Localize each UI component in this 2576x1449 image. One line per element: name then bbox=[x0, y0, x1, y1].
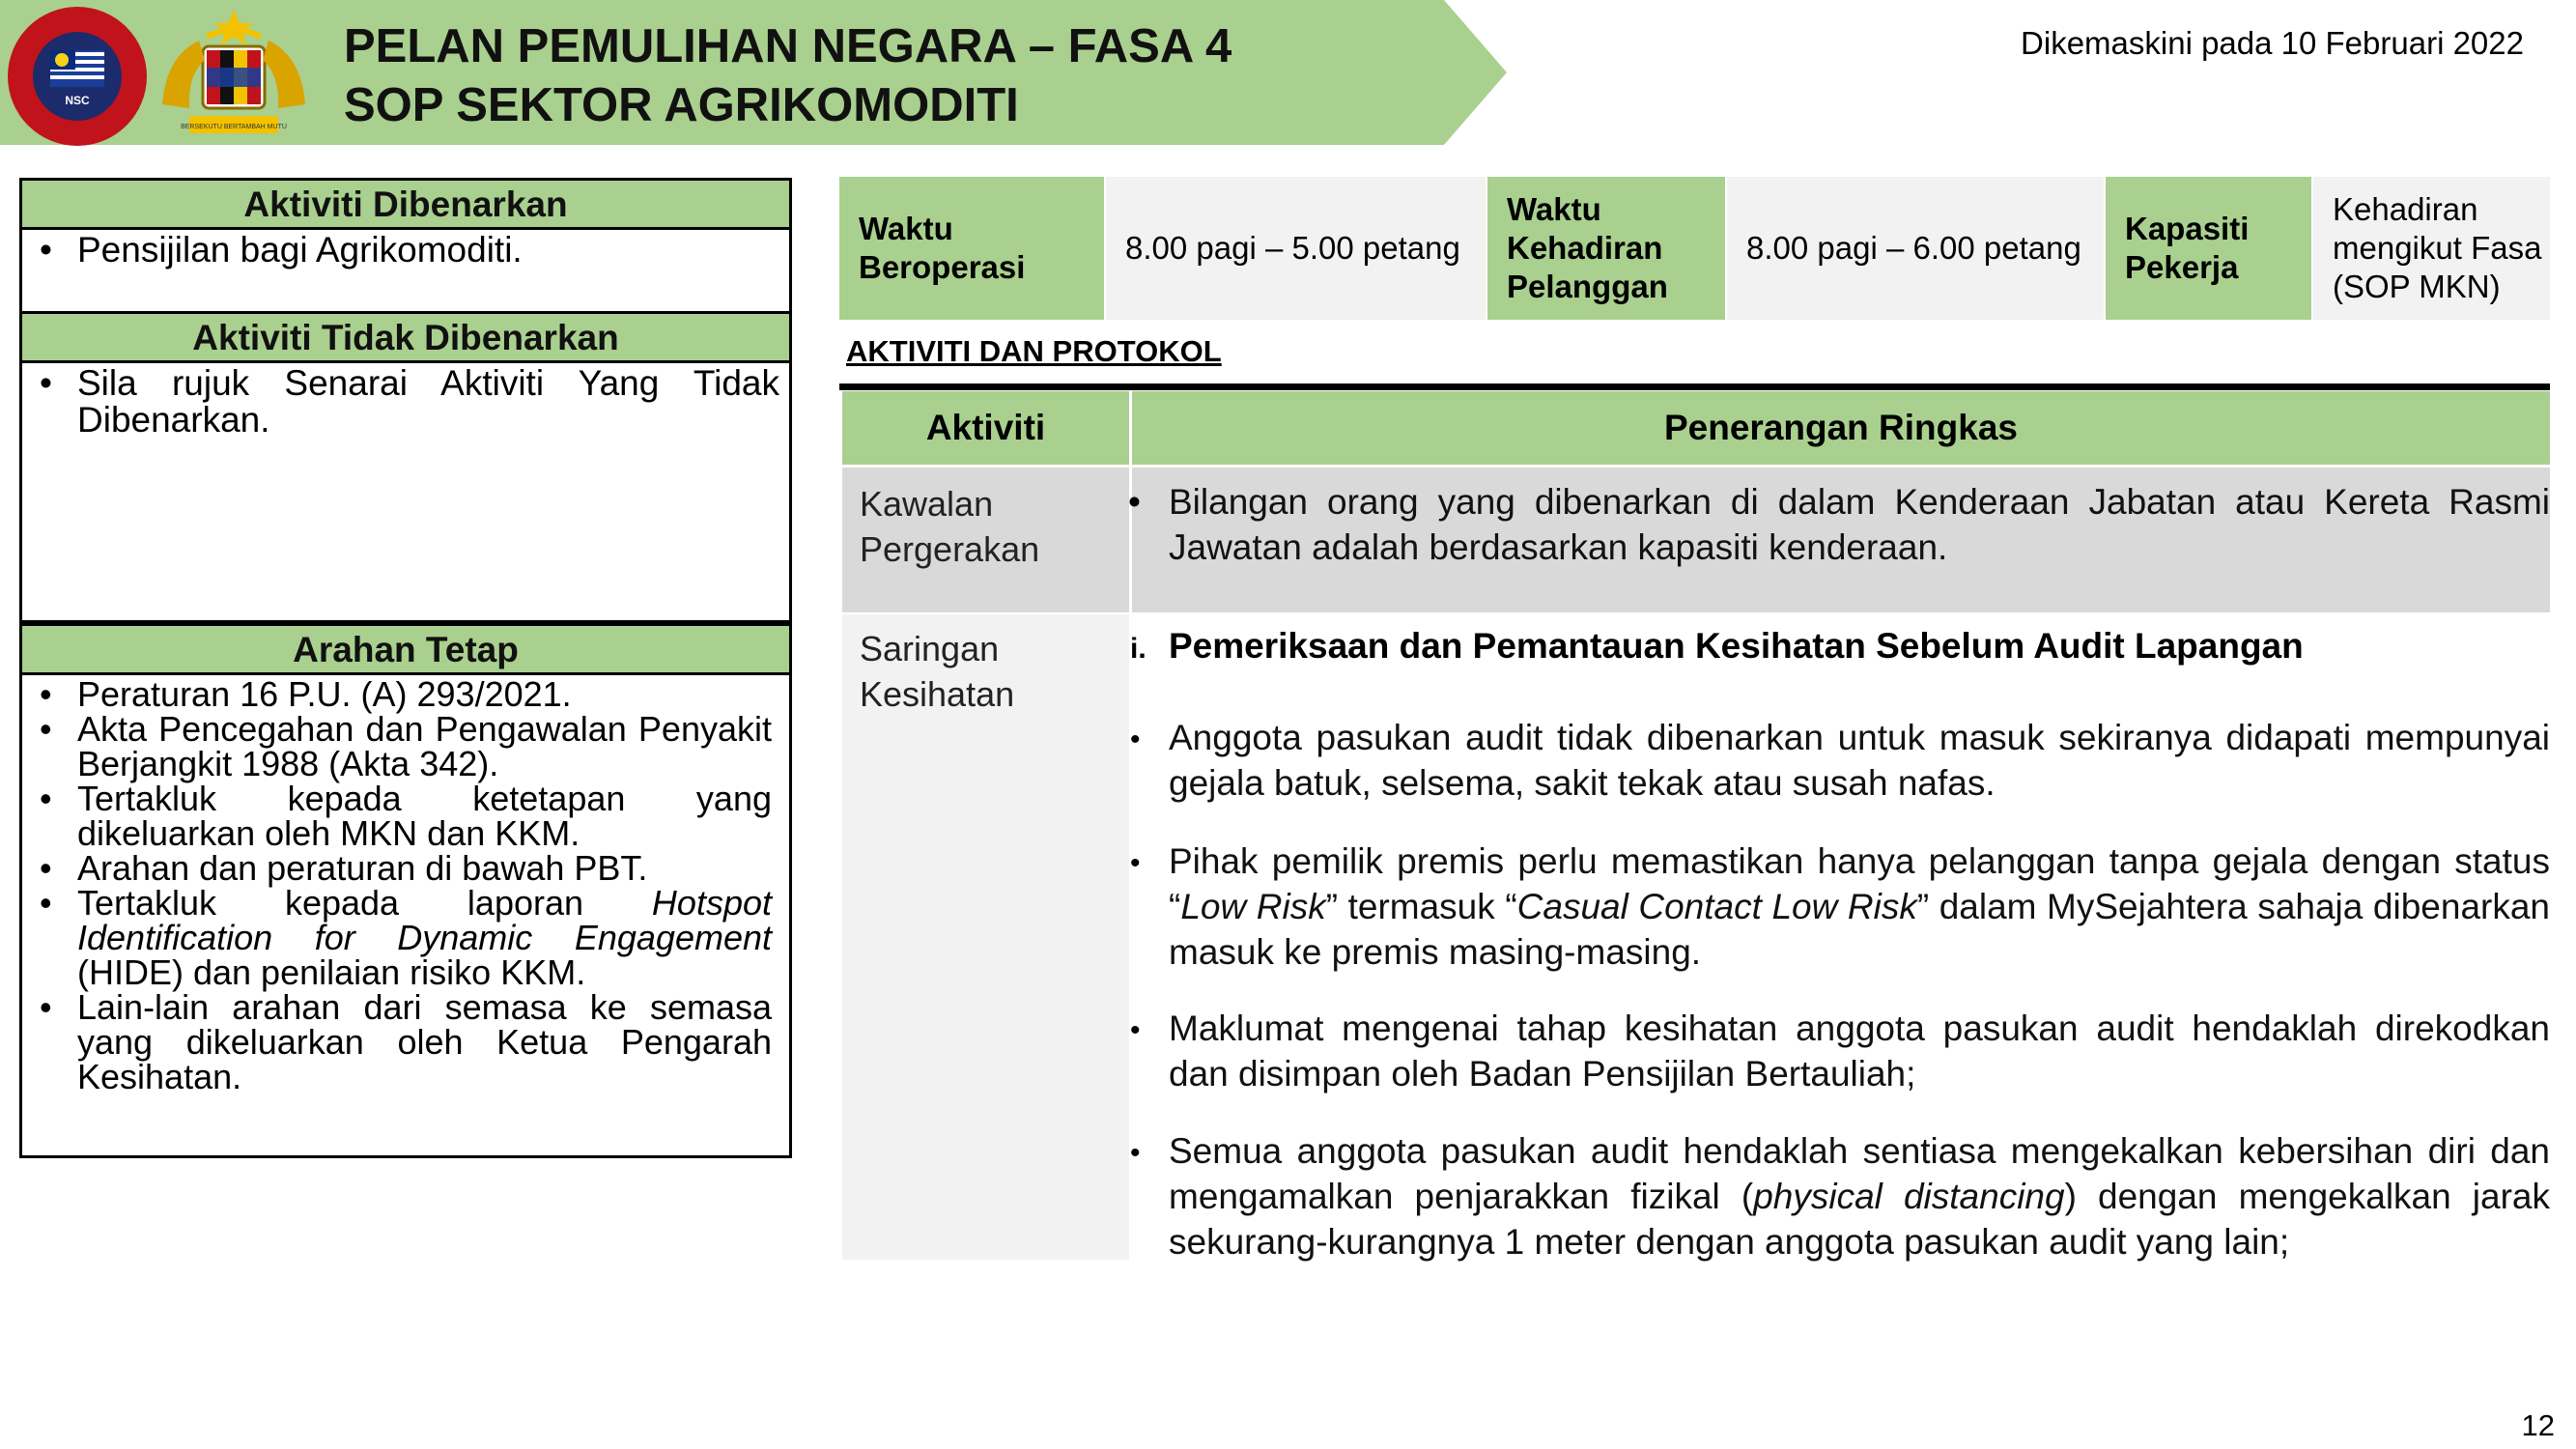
list-item: • Tertakluk kepada laporan Hotspot Identification for Dynamic Engagement (HIDE) dan penilaian risiko KKM. bbox=[34, 886, 772, 990]
page-title: PELAN PEMULIHAN NEGARA – FASA 4 bbox=[344, 20, 1232, 72]
nsc-logo bbox=[4, 6, 151, 147]
heading-number: i. bbox=[1130, 633, 1146, 665]
health-paragraph-2: Pihak pemilik premis perlu memastikan hanya pelanggan tanpa gejala dengan status “Low Risk” termasuk “Casual Contact Low Risk” dalam MySejahtera sahaja dibenarkan masuk ke premis masing-masing. bbox=[1169, 841, 2550, 972]
malaysia-crest-logo bbox=[156, 8, 311, 141]
not-allowed-activities-box bbox=[19, 314, 792, 623]
health-screening-heading: Pemeriksaan dan Pemantauan Kesihatan Sebelum Audit Lapangan bbox=[1169, 626, 2304, 666]
capacity-label: Kapasiti Pekerja bbox=[2106, 177, 2311, 320]
bullet: • bbox=[1130, 724, 1141, 755]
protocol-section-title: AKTIVITI DAN PROTOKOL bbox=[846, 334, 1222, 368]
allowed-activities-box bbox=[19, 178, 792, 314]
operating-hours-label: Waktu Beroperasi bbox=[839, 177, 1104, 320]
health-paragraph-1: Anggota pasukan audit tidak dibenarkan untuk masuk sekiranya didapati mempunyai gejala batuk, selsema, sakit tekak atau susah nafas. bbox=[1169, 718, 2550, 803]
list-item: • Peraturan 16 P.U. (A) 293/2021. bbox=[34, 677, 772, 712]
standing-orders-heading: Arahan Tetap bbox=[22, 626, 789, 675]
activity-movement-control: Kawalan Pergerakan bbox=[860, 484, 1040, 569]
svg-text:NSC: NSC bbox=[65, 94, 90, 107]
operating-hours-value: 8.00 pagi – 5.00 petang bbox=[1106, 177, 1486, 320]
list-item: • Pensijilan bagi Agrikomoditi. bbox=[34, 232, 779, 269]
health-paragraph-4: Semua anggota pasukan audit hendaklah sentiasa mengekalkan kebersihan diri dan mengamalkan penjarakkan fizikal (physical distancing) dengan mengekalkan jarak sekurang-kurangnya 1 meter dengan anggota pasukan audit yang lain; bbox=[1169, 1131, 2551, 1262]
health-paragraph-3: Maklumat mengenai tahap kesihatan anggota pasukan audit hendaklah direkodkan dan disimpan oleh Badan Pensijilan Bertauliah; bbox=[1169, 1009, 2550, 1094]
customer-hours-label: Waktu Kehadiran Pelanggan bbox=[1487, 177, 1725, 320]
updated-date: Dikemaskini pada 10 Februari 2022 bbox=[2021, 25, 2524, 61]
page-number: 12 bbox=[2521, 1408, 2555, 1442]
column-header-description: Penerangan Ringkas bbox=[1132, 391, 2550, 465]
standing-orders-box bbox=[19, 623, 792, 1158]
customer-hours-value: 8.00 pagi – 6.00 petang bbox=[1727, 177, 2104, 320]
list-item: • Arahan dan peraturan di bawah PBT. bbox=[34, 851, 772, 886]
bullet: • bbox=[1130, 1014, 1141, 1046]
divider bbox=[839, 384, 2550, 390]
bullet: • bbox=[1130, 1137, 1141, 1169]
allowed-activities-heading: Aktiviti Dibenarkan bbox=[22, 181, 789, 230]
list-item: • Tertakluk kepada ketetapan yang dikeluarkan oleh MKN dan KKM. bbox=[34, 781, 772, 851]
column-header-activity: Aktiviti bbox=[842, 391, 1129, 465]
activity-health-screening: Saringan Kesihatan bbox=[860, 629, 1015, 714]
bullet: • bbox=[1128, 482, 1141, 522]
list-item: • Akta Pencegahan dan Pengawalan Penyakit Berjangkit 1988 (Akta 342). bbox=[34, 712, 772, 781]
svg-text:BERSEKUTU BERTAMBAH MUTU: BERSEKUTU BERTAMBAH MUTU bbox=[181, 124, 287, 130]
list-item: • Lain-lain arahan dari semasa ke semasa yang dikeluarkan oleh Ketua Pengarah Kesihatan. bbox=[34, 990, 772, 1094]
page-subtitle: SOP SEKTOR AGRIKOMODITI bbox=[344, 79, 1019, 131]
movement-control-text: Bilangan orang yang dibenarkan di dalam Kenderaan Jabatan atau Kereta Rasmi Jawatan adalah berdasarkan kapasiti kenderaan. bbox=[1169, 482, 2550, 567]
list-item: • Sila rujuk Senarai Aktiviti Yang Tidak Dibenarkan. bbox=[34, 365, 779, 439]
capacity-value: Kehadiran mengikut Fasa (SOP MKN) bbox=[2313, 177, 2550, 320]
bullet: • bbox=[1130, 847, 1141, 879]
not-allowed-activities-heading: Aktiviti Tidak Dibenarkan bbox=[22, 314, 789, 363]
